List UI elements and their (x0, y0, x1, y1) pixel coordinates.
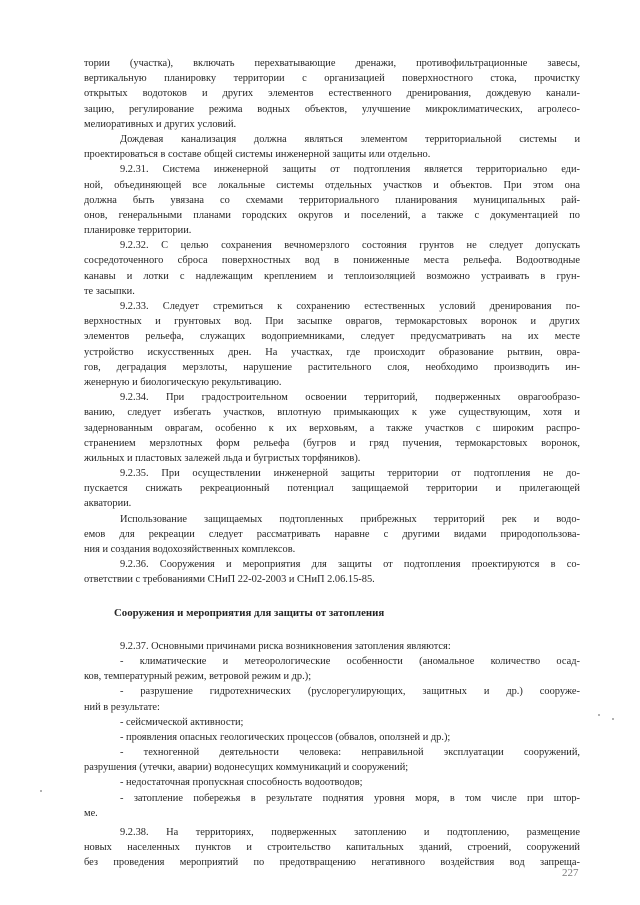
section-heading: Сооружения и мероприятия для защиты от затопления (114, 606, 385, 619)
scan-speck (40, 790, 42, 792)
text-line: задернованным оврагам, особенно к их верховьям, а также участков с широким распро- (84, 422, 580, 434)
text-line: 9.2.38. На территориях, подверженных затоплению и подтоплению, размещение (120, 827, 580, 838)
text-line: - климатические и метеорологические особенности (аномальное количество осад- (120, 655, 580, 667)
text-line: ков, температурный режим, ветровой режим и др.); (84, 671, 312, 683)
text-line: ния и создания водохозяйственных комплексов. (84, 544, 296, 555)
text-line: проектироваться в составе общей системы инженерной защиты или отдельно. (84, 149, 431, 161)
list-item (84, 775, 580, 790)
paragraph-9-2-36 (84, 557, 580, 587)
paragraph-9-2-31 (84, 162, 580, 238)
paragraph-9-2-35 (84, 466, 580, 512)
text-line: онов, генеральными планами городских округов и поселений, а также с документацией по (84, 209, 580, 221)
paragraph (84, 132, 580, 162)
text-line: акватории. (84, 498, 132, 510)
paragraph-9-2-33 (84, 299, 580, 390)
text-line: Дождевая канализация должна являться элементом территориальной системы и (120, 133, 580, 145)
text-line: планировке территории. (84, 225, 192, 237)
text-line: - техногенной деятельности человека: неправильной эксплуатации сооружений, (120, 747, 580, 759)
text-line: должна быть увязана со схемами территориального планирования муниципальных рай- (84, 194, 580, 206)
text-line: женерную и биологическую рекультивацию. (84, 376, 282, 388)
text-line: верхностных и грунтовых вод. При засыпке оврагов, термокарстовых воронок и других (84, 316, 580, 328)
text-line: 9.2.35. При осуществлении инженерной защиты территории от подтопления не до- (120, 468, 580, 480)
text-line: странением мерзлотных форм рельефа (бугров и гряд пучения, термокарстовых воронок, (84, 437, 580, 449)
paragraph-9-2-34 (84, 390, 580, 466)
list-item (84, 791, 580, 821)
paragraph-9-2-32 (84, 238, 580, 299)
text-line: жильных и пластовых залежей льда и бугристых торфяников). (84, 452, 361, 464)
list-item (84, 654, 580, 684)
text-line: пускается снижать рекреационный потенциал защищаемой территории и прилегающей (84, 483, 580, 495)
text-line: 9.2.37. Основными причинами риска возникновения затопления являются: (120, 640, 451, 652)
text-line: - проявления опасных геологических процессов (обвалов, оползней и др.); (120, 731, 451, 743)
text-line: открытых водотоков и других элементов естественного дренирования, дождевую канали- (84, 88, 580, 100)
list-item (84, 745, 580, 775)
document-page (84, 56, 580, 871)
scan-speck (598, 714, 600, 716)
text-line: 9.2.32. С целью сохранения вечномерзлого состояния грунтов не следует допускать (120, 240, 580, 252)
text-line: - разрушение гидротехнических (руслорегулирующих, защитных и др.) сооруже- (120, 686, 580, 698)
text-line: элементов рельефа, служащих водоприемниками, следует предусматривать на их месте (84, 331, 580, 343)
list-item (84, 715, 580, 730)
text-line: емов для рекреации следует рассматривать наравне с другими видами природопользова- (84, 528, 580, 540)
list-item (84, 730, 580, 745)
paragraph (84, 56, 580, 132)
text-line: устройство искусственных дрен. На участках, где происходит образование рытвин, овра- (84, 346, 580, 358)
text-line: - недостаточная пропускная способность водоотводов; (120, 777, 363, 789)
text-line: зацию, регулирование режима водных объектов, улучшение микроклиматических, агролесо- (84, 103, 580, 115)
text-line: вертикальную планировку территории с организацией поверхностного стока, прочистку (84, 73, 580, 85)
text-line: мелиоративных и других условий. (84, 118, 237, 130)
scan-speck (612, 718, 614, 720)
text-line: новых населенных пунктов и строительство капитальных зданий, строений, сооружений (84, 842, 580, 854)
text-line: сосредоточенного сброса поверхностных вод в пониженные места рельефа. Водоотводные (84, 255, 580, 267)
text-line: ной, объединяющей все локальные системы отдельных участков и объектов. При этом она (84, 179, 580, 191)
text-line: гов, деградация мерзлоты, нарушение растительного слоя, необходимо производить ин- (84, 361, 580, 373)
text-line: 9.2.31. Система инженерной защиты от подтопления является территориально еди- (120, 164, 580, 176)
text-line: без проведения мероприятий по предотвращению негативного воздействия вод запреща- (84, 857, 580, 869)
text-line: - сейсмической активности; (120, 716, 244, 728)
text-line: ответствии с требованиями СНиП 22-02-2003 и СНиП 2.06.15-85. (84, 574, 375, 586)
text-line: ме. (84, 807, 98, 819)
paragraph-9-2-38 (84, 825, 580, 871)
text-line: - затопление побережья в результате поднятия уровня моря, в том числе при штор- (120, 792, 580, 804)
text-line: 9.2.33. Следует стремиться к сохранению естественных условий дренирования по- (120, 301, 580, 312)
text-line: Использование защищаемых подтопленных прибрежных территорий рек и водо- (120, 513, 580, 525)
text-line: те засыпки. (84, 285, 135, 297)
paragraph-9-2-37 (84, 639, 580, 654)
text-line: канавы и лотки с надлежащим креплением и теплоизоляцией возможно устраивать в грун- (84, 270, 580, 282)
text-line: ванию, следует избегать участков, вплотную примыкающих к уже существующим, хотя и (84, 407, 580, 419)
list-item (84, 684, 580, 714)
text-line: ний в результате: (84, 701, 160, 713)
text-line: тории (участка), включать перехватывающие дренажи, противофильтрационные завесы, (84, 58, 580, 69)
text-line: 9.2.36. Сооружения и мероприятия для защиты от подтопления проектируются в со- (120, 559, 580, 571)
text-line: разрушения (утечки, аварии) водонесущих коммуникаций и сооружений; (84, 762, 409, 774)
text-line: 9.2.34. При градостроительном освоении территорий, подверженных оврагообразо- (120, 392, 580, 404)
page-number: 227 (562, 867, 579, 879)
paragraph (84, 512, 580, 558)
